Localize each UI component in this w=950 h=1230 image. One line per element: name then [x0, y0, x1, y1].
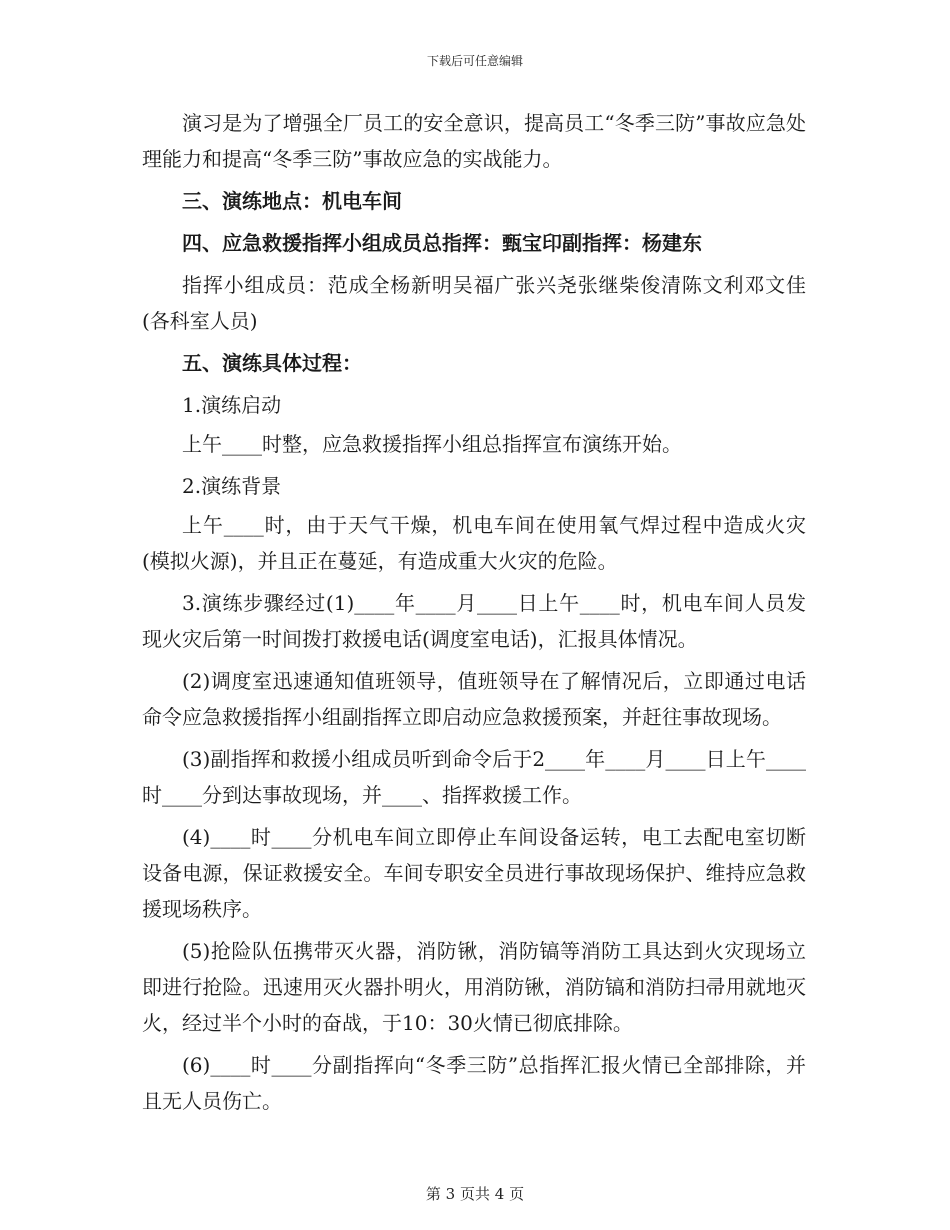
- section-heading-process: 五、演练具体过程：: [182, 351, 362, 375]
- paragraph-step-2: (2)调度室迅速通知值班领导，值班领导在了解情况后，立即通过电话命令应急救援指挥小组副指挥立即启动应急救援预案，并赶往事故现场。: [142, 669, 806, 729]
- paragraph-drill-start: 上午____时整，应急救援指挥小组总指挥宣布演练开始。: [182, 432, 682, 456]
- document-body: [142, 105, 806, 1125]
- section-heading-location: 三、演练地点：机电车间: [182, 189, 402, 213]
- subheading-drill-start: 1.演练启动: [182, 393, 282, 417]
- page-header: 下载后可任意编辑: [426, 54, 523, 68]
- paragraph-step-3: (3)副指挥和救援小组成员听到命令后于2____年____月____日上午____时____分到达事故现场，并____、指挥救援工作。: [142, 747, 806, 807]
- paragraph-purpose: 演习是为了增强全厂员工的安全意识，提高员工“冬季三防”事故应急处理能力和提高“冬季三防”事故应急的实战能力。: [142, 111, 806, 171]
- paragraph-step-4: (4)____时____分机电车间立即停止车间设备运转，电工去配电室切断设备电源，保证救援安全。车间专职安全员进行事故现场保护、维持应急救援现场秩序。: [142, 825, 806, 921]
- paragraph-group-members: 指挥小组成员：范成全杨新明吴福广张兴尧张继柴俊清陈文利邓文佳(各科室人员): [142, 273, 806, 333]
- paragraph-step-5: (5)抢险队伍携带灭火器，消防锹，消防镐等消防工具达到火灾现场立即进行抢险。迅速用灭火器扑明火，用消防锹，消防镐和消防扫帚用就地灭火，经过半个小时的奋战，于10：30火情已彻底排除。: [142, 939, 806, 1035]
- paragraph-step-1: 3.演练步骤经过(1)____年____月____日上午____时，机电车间人员发现火灾后第一时间拨打救援电话(调度室电话)，汇报具体情况。: [142, 591, 806, 651]
- paragraph-drill-background: 上午____时，由于天气干燥，机电车间在使用氧气焊过程中造成火灾(模拟火源)，并且正在蔓延，有造成重大火灾的危险。: [142, 513, 806, 573]
- page-footer: 第 3 页共 4 页: [425, 1185, 525, 1203]
- subheading-drill-background: 2.演练背景: [182, 474, 282, 498]
- section-heading-command-group: 四、应急救援指挥小组成员总指挥：甄宝印副指挥：杨建东: [182, 231, 702, 255]
- paragraph-step-6: (6)____时____分副指挥向“冬季三防”总指挥汇报火情已全部排除，并且无人员伤亡。: [142, 1053, 806, 1113]
